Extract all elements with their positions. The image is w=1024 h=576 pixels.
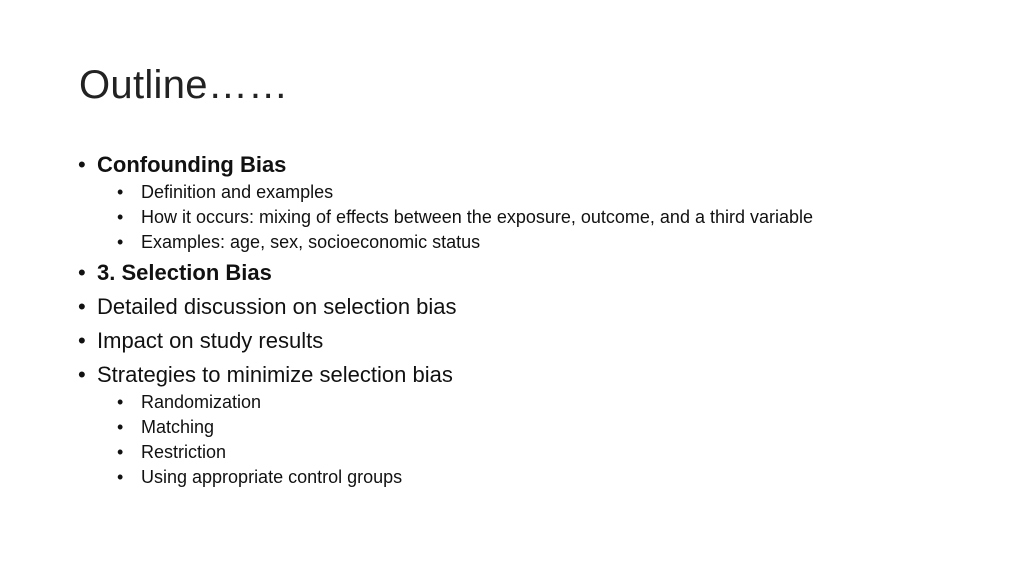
bullet-icon: • — [117, 207, 124, 227]
sub-list-strategies — [78, 392, 958, 487]
bullet-strategies — [78, 362, 958, 388]
bullet-label: Impact on study results — [97, 328, 324, 353]
bullet-icon: • — [117, 232, 124, 252]
bullet-icon: • — [78, 152, 86, 177]
bullet-detailed-discussion — [78, 294, 958, 320]
sub-bullet-label: Restriction — [141, 442, 227, 462]
bullet-label: Confounding Bias — [97, 152, 287, 177]
bullet-label: Detailed discussion on selection bias — [97, 294, 457, 319]
bullet-icon: • — [117, 442, 124, 462]
sub-bullet-label: Examples: age, sex, socioeconomic status — [141, 232, 481, 252]
sub-bullet — [117, 232, 958, 252]
sub-bullet — [117, 467, 958, 487]
sub-bullet-label: Using appropriate control groups — [141, 467, 403, 487]
bullet-icon: • — [78, 294, 86, 319]
bullet-icon: • — [117, 392, 124, 412]
bullet-icon: • — [117, 182, 124, 202]
bullet-icon: • — [78, 328, 86, 353]
bullet-impact — [78, 328, 958, 354]
bullet-label: Strategies to minimize selection bias — [97, 362, 453, 387]
bullet-icon: • — [117, 467, 124, 487]
sub-list-confounding-bias — [78, 182, 958, 252]
bullet-icon: • — [78, 260, 86, 285]
bullet-label: 3. Selection Bias — [97, 260, 272, 285]
sub-bullet-label: Matching — [141, 417, 215, 437]
bullet-icon: • — [78, 362, 86, 387]
sub-bullet — [117, 392, 958, 412]
sub-bullet-label: Definition and examples — [141, 182, 334, 202]
sub-bullet — [117, 417, 958, 437]
sub-bullet — [117, 442, 958, 462]
sub-bullet-label: Randomization — [141, 392, 262, 412]
bullet-confounding-bias — [78, 152, 958, 178]
sub-bullet — [117, 207, 958, 227]
sub-bullet — [117, 182, 958, 202]
bullet-selection-bias — [78, 260, 958, 286]
bullet-icon: • — [117, 417, 124, 437]
sub-bullet-label: How it occurs: mixing of effects between the exposure, outcome, and a third variable — [141, 207, 814, 227]
slide-title: Outline…… — [79, 63, 289, 107]
bullet-list — [78, 152, 958, 489]
